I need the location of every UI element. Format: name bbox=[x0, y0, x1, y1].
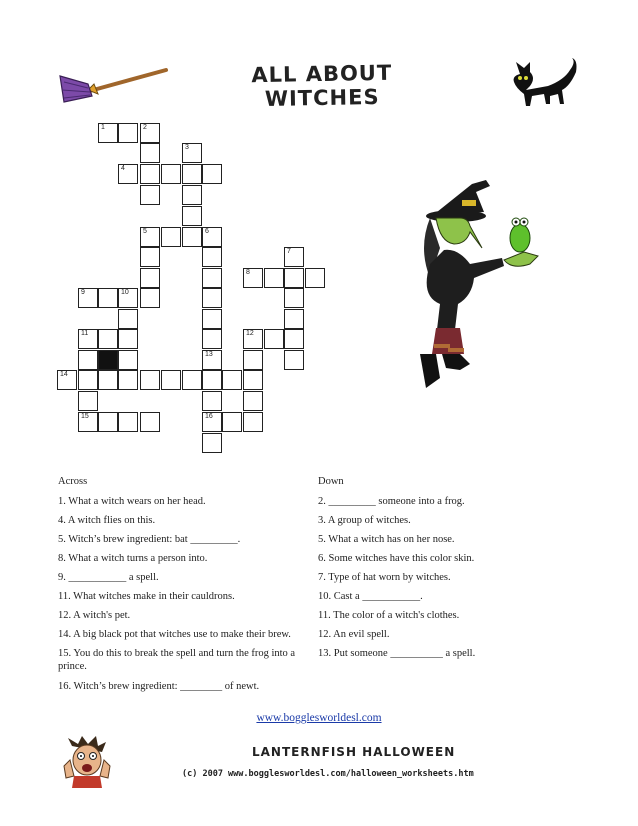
crossword-cell[interactable] bbox=[202, 329, 222, 349]
crossword-cell[interactable] bbox=[182, 370, 202, 390]
across-heading: Across bbox=[58, 476, 88, 487]
crossword-cell[interactable] bbox=[57, 370, 77, 390]
crossword-cell[interactable] bbox=[118, 309, 138, 329]
crossword-cell[interactable] bbox=[202, 164, 222, 184]
crossword-cell[interactable] bbox=[202, 309, 222, 329]
crossword-cell[interactable] bbox=[161, 227, 181, 247]
clue-number: 15 bbox=[81, 413, 89, 420]
crossword-cell[interactable] bbox=[202, 433, 222, 453]
clue-number: 2 bbox=[143, 124, 147, 131]
crossword-cell[interactable] bbox=[78, 412, 98, 432]
crossword-cell[interactable] bbox=[140, 143, 160, 163]
across-clue-16: 16. Witch’s brew ingredient: ________ of newt. bbox=[58, 681, 260, 692]
crossword-cell[interactable] bbox=[140, 123, 160, 143]
crossword-cell[interactable] bbox=[78, 350, 98, 370]
crossword-cell[interactable] bbox=[118, 350, 138, 370]
down-heading: Down bbox=[318, 476, 344, 487]
crossword-cell[interactable] bbox=[284, 247, 304, 267]
crossword-cell[interactable] bbox=[264, 268, 284, 288]
down-clue-11: 11. The color of a witch's clothes. bbox=[318, 610, 460, 621]
crossword-cell[interactable] bbox=[140, 247, 160, 267]
copyright-line: (c) 2007 www.bogglesworldesl.com/halloween_worksheets.htm bbox=[182, 769, 474, 779]
crossword-cell[interactable] bbox=[284, 309, 304, 329]
clue-number: 4 bbox=[121, 165, 125, 172]
crossword-cell[interactable] bbox=[140, 268, 160, 288]
crossword-cell[interactable] bbox=[78, 370, 98, 390]
crossword-cell[interactable] bbox=[182, 164, 202, 184]
clue-number: 14 bbox=[60, 371, 68, 378]
crossword-cell[interactable] bbox=[202, 268, 222, 288]
crossword-cell[interactable] bbox=[140, 288, 160, 308]
crossword-cell[interactable] bbox=[202, 412, 222, 432]
across-clue-8: 8. What a witch turns a person into. bbox=[58, 553, 208, 564]
crossword-cell[interactable] bbox=[222, 412, 242, 432]
crossword-cell[interactable] bbox=[182, 185, 202, 205]
crossword-cell[interactable] bbox=[202, 391, 222, 411]
clue-number: 9 bbox=[81, 289, 85, 296]
clue-number: 7 bbox=[287, 248, 291, 255]
witch-with-frog-picture bbox=[400, 178, 550, 392]
clue-number: 10 bbox=[121, 289, 129, 296]
across-clue-4: 4. A witch flies on this. bbox=[58, 515, 156, 526]
crossword-cell[interactable] bbox=[243, 329, 263, 349]
clue-number: 3 bbox=[185, 144, 189, 151]
down-clue-6: 6. Some witches have this color skin. bbox=[318, 553, 475, 564]
crossword-cell[interactable] bbox=[161, 164, 181, 184]
crossword-cell[interactable] bbox=[284, 350, 304, 370]
clue-number: 12 bbox=[246, 330, 254, 337]
down-clue-5: 5. What a witch has on her nose. bbox=[318, 534, 455, 545]
across-clue-12: 12. A witch's pet. bbox=[58, 610, 131, 621]
clue-number: 13 bbox=[205, 351, 213, 358]
crossword-cell[interactable] bbox=[98, 288, 118, 308]
crossword-cell[interactable] bbox=[284, 288, 304, 308]
down-clue-10: 10. Cast a ___________. bbox=[318, 591, 423, 602]
across-clue-5: 5. Witch’s brew ingredient: bat _________. bbox=[58, 534, 241, 545]
crossword-cell[interactable] bbox=[118, 123, 138, 143]
crossword-cell[interactable] bbox=[182, 206, 202, 226]
crossword-cell[interactable] bbox=[140, 227, 160, 247]
across-clue-9: 9. ___________ a spell. bbox=[58, 572, 159, 583]
crossword-cell[interactable] bbox=[98, 329, 118, 349]
down-clue-12: 12. An evil spell. bbox=[318, 629, 390, 640]
crossword-cell[interactable] bbox=[140, 185, 160, 205]
crossword-cell[interactable] bbox=[140, 370, 160, 390]
crossword-cell[interactable] bbox=[78, 288, 98, 308]
crossword-cell[interactable] bbox=[118, 164, 138, 184]
crossword-cell[interactable] bbox=[202, 350, 222, 370]
crossword-cell[interactable] bbox=[78, 329, 98, 349]
crossword-cell[interactable] bbox=[140, 164, 160, 184]
across-clue-1: 1. What a witch wears on her head. bbox=[58, 496, 206, 507]
crossword-black-cell bbox=[98, 350, 118, 370]
clue-number: 16 bbox=[205, 413, 213, 420]
crossword-cell[interactable] bbox=[222, 370, 242, 390]
crossword-cell[interactable] bbox=[98, 412, 118, 432]
crossword-cell[interactable] bbox=[202, 227, 222, 247]
clue-number: 6 bbox=[205, 228, 209, 235]
crossword-cell[interactable] bbox=[243, 391, 263, 411]
across-clue-11: 11. What witches make in their cauldrons. bbox=[58, 591, 235, 602]
crossword-cell[interactable] bbox=[243, 412, 263, 432]
crossword-cell[interactable] bbox=[140, 412, 160, 432]
across-clue-14: 14. A big black pot that witches use to make their brew. bbox=[58, 629, 291, 640]
website-link[interactable]: www.bogglesworldesl.com bbox=[256, 712, 382, 724]
page-title: ALL ABOUT WITCHES bbox=[251, 60, 393, 111]
crossword-cell[interactable] bbox=[118, 370, 138, 390]
crossword-cell[interactable] bbox=[243, 370, 263, 390]
down-clue-7: 7. Type of hat worn by witches. bbox=[318, 572, 451, 583]
crossword-cell[interactable] bbox=[202, 247, 222, 267]
brand-logo-text: LANTERNFISH HALLOWEEN bbox=[252, 745, 456, 759]
crossword-cell[interactable] bbox=[284, 329, 304, 349]
crossword-cell[interactable] bbox=[118, 288, 138, 308]
crossword-cell[interactable] bbox=[182, 143, 202, 163]
crossword-cell[interactable] bbox=[98, 370, 118, 390]
clue-number: 1 bbox=[101, 124, 105, 131]
crossword-cell[interactable] bbox=[78, 391, 98, 411]
crossword-cell[interactable] bbox=[161, 370, 181, 390]
crossword-cell[interactable] bbox=[202, 370, 222, 390]
clue-number: 5 bbox=[143, 228, 147, 235]
across-clue-15: 15. You do this to break the spell and turn the frog into a prince. bbox=[58, 648, 296, 672]
down-clue-13: 13. Put someone __________ a spell. bbox=[318, 648, 476, 659]
crossword-cell[interactable] bbox=[118, 412, 138, 432]
crossword-cell[interactable] bbox=[202, 288, 222, 308]
crossword-cell[interactable] bbox=[284, 268, 304, 288]
crossword-cell[interactable] bbox=[118, 329, 138, 349]
scared-boy-picture bbox=[60, 736, 114, 788]
crossword-cell[interactable] bbox=[182, 227, 202, 247]
down-clue-3: 3. A group of witches. bbox=[318, 515, 411, 526]
clue-number: 8 bbox=[246, 269, 250, 276]
crossword-cell[interactable] bbox=[98, 123, 118, 143]
down-clue-2: 2. _________ someone into a frog. bbox=[318, 496, 465, 507]
crossword-cell[interactable] bbox=[243, 268, 263, 288]
crossword-cell[interactable] bbox=[305, 268, 325, 288]
crossword-cell[interactable] bbox=[243, 350, 263, 370]
crossword-cell[interactable] bbox=[264, 329, 284, 349]
clue-number: 11 bbox=[81, 330, 89, 337]
